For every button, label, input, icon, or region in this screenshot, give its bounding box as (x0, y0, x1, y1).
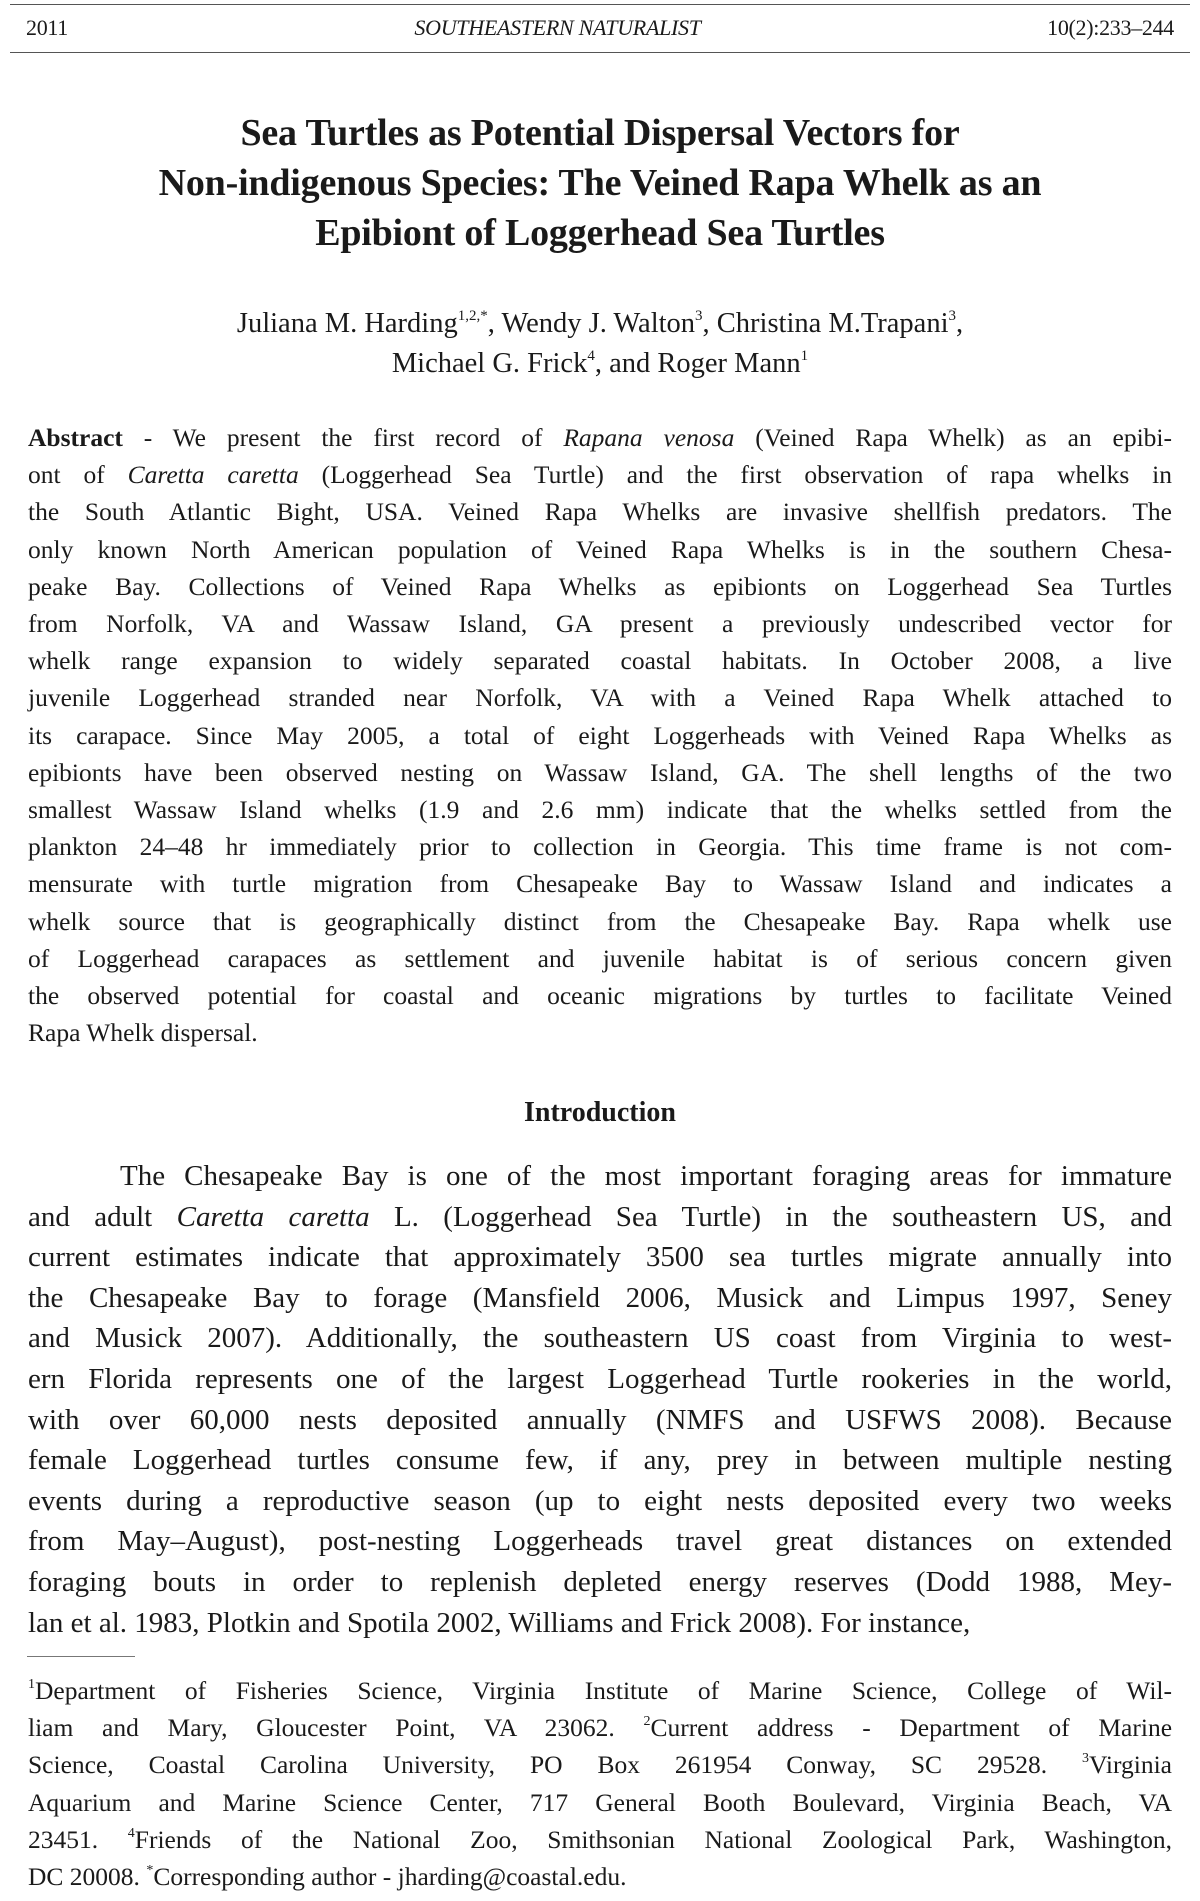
text-segment: Science, Coastal Carolina University, PO Box 261954 Conway, SC 29528. (28, 1750, 1082, 1780)
text-segment: 23451. (28, 1824, 128, 1854)
text-line (28, 679, 1172, 716)
text-segment: only known North American population of Veined Rapa Whelks is in the southern Chesa- (28, 534, 1172, 564)
header-bottom-rule (10, 52, 1190, 53)
text-line (28, 1858, 1172, 1895)
species-name: Rapana venosa (563, 423, 735, 452)
text-segment: The Chesapeake Bay is one of the most important foraging areas for immature (120, 1160, 1172, 1192)
text-segment: L. (Loggerhead Sea Turtle) in the southeastern US, and (369, 1200, 1173, 1233)
text-segment: events during a reproductive season (up to eight nests deposited every two weeks (28, 1484, 1172, 1517)
text-line (28, 940, 1172, 977)
title-line: Epibiont of Loggerhead Sea Turtles (315, 212, 885, 254)
text-segment: Current address - Department of Marine (650, 1713, 1173, 1743)
text-line (28, 456, 1172, 493)
author-line (40, 304, 1160, 344)
journal-year: 2011 (26, 15, 68, 40)
author-separator: , (487, 308, 502, 339)
text-segment: lan et al. 1983, Plotkin and Spotila 2002, Williams and Frick 2008). For instance, (28, 1606, 971, 1639)
author-separator: , (702, 308, 717, 339)
paper-title (40, 108, 1160, 258)
text-line (28, 1014, 1172, 1051)
text-line (28, 493, 1172, 530)
text-segment: current estimates indicate that approximately 3500 sea turtles migrate annually into (28, 1241, 1172, 1274)
text-segment: with over 60,000 nests deposited annually (NMFS and USFWS 2008). Because (28, 1403, 1172, 1436)
footnotes (28, 1672, 1172, 1895)
text-line (28, 1400, 1172, 1441)
text-segment: from Norfolk, VA and Wassaw Island, GA present a previously undescribed vector for (28, 609, 1172, 639)
footnote-rule (27, 1656, 135, 1657)
author-separator: , (956, 308, 964, 339)
text-segment: juvenile Loggerhead stranded near Norfolk, VA with a Veined Rapa Whelk attached to (28, 683, 1172, 713)
text-line (28, 1709, 1172, 1746)
text-line (28, 754, 1172, 791)
author-line (40, 344, 1160, 384)
text-segment: Corresponding author - jharding@coastal.edu. (153, 1862, 627, 1892)
text-segment: and adult (28, 1200, 177, 1233)
text-segment: Friends of the National Zoo, Smithsonian National Zoological Park, Washington, (134, 1824, 1172, 1854)
text-line (28, 1359, 1172, 1400)
text-segment: the Chesapeake Bay to forage (Mansfield 2006, Musick and Limpus 1997, Seney (28, 1281, 1172, 1314)
running-head (26, 10, 1174, 46)
author-separator: , and (594, 348, 658, 379)
text-segment: foraging bouts in order to replenish depleted energy reserves (Dodd 1988, Mey- (28, 1565, 1172, 1598)
text-segment: (Loggerhead Sea Turtle) and the first observation of rapa whelks in (298, 460, 1172, 490)
text-line (28, 1562, 1172, 1603)
author-name: Roger Mann (657, 348, 801, 379)
text-line (28, 828, 1172, 865)
text-line (28, 568, 1172, 605)
text-segment: epibionts have been observed nesting on Wassaw Island, GA. The shell lengths of the two (28, 757, 1172, 787)
text-segment: (Veined Rapa Whelk) as an epibi- (734, 423, 1172, 452)
footnote-marker: 4 (127, 1825, 135, 1841)
text-segment: liam and Mary, Gloucester Point, VA 23062. (28, 1713, 644, 1743)
author-name: Juliana M. Harding (236, 308, 458, 339)
author-affiliation: 4 (587, 348, 595, 364)
text-line (28, 531, 1172, 568)
text-segment: ern Florida represents one of the largest Loggerhead Turtle rookeries in the world, (28, 1362, 1172, 1395)
journal-name: SOUTHEASTERN NATURALIST (414, 15, 701, 40)
text-segment: - We present the first record of (122, 423, 564, 452)
title-line: Sea Turtles as Potential Dispersal Vectors for (240, 112, 960, 154)
author-affiliation: 1,2,* (457, 308, 488, 324)
section-heading-introduction: Introduction (524, 1097, 676, 1128)
text-segment: Department of Fisheries Science, Virginia Institute of Marine Science, College of Wil- (35, 1676, 1172, 1705)
text-line (28, 903, 1172, 940)
text-segment: its carapace. Since May 2005, a total of eight Loggerheads with Veined Rapa Whelks as (28, 720, 1172, 750)
text-line (28, 1603, 1172, 1644)
abstract-label: Abstract (28, 423, 123, 452)
text-segment: from May–August), post-nesting Loggerheads travel great distances on extended (28, 1525, 1172, 1558)
text-line (28, 605, 1172, 642)
text-segment: Aquarium and Marine Science Center, 717 General Booth Boulevard, Virginia Beach, VA (28, 1787, 1172, 1817)
author-name: Christina M.Trapani (716, 308, 949, 339)
text-line (28, 1237, 1172, 1278)
text-segment: the South Atlantic Bight, USA. Veined Rapa Whelks are invasive shellfish predators. The (28, 497, 1172, 527)
text-segment: ont of (28, 460, 128, 490)
text-segment: Rapa Whelk dispersal. (28, 1018, 258, 1048)
text-segment: peake Bay. Collections of Veined Rapa Whelks as epibionts on Loggerhead Sea Turtles (28, 571, 1172, 601)
author-list (40, 304, 1160, 384)
text-line (28, 1521, 1172, 1562)
text-segment: whelk range expansion to widely separated coastal habitats. In October 2008, a live (28, 646, 1172, 676)
introduction-body (28, 1156, 1172, 1643)
author-affiliation: 1 (800, 348, 809, 364)
text-line (28, 791, 1172, 828)
author-affiliation: 3 (948, 308, 956, 324)
text-segment: female Loggerhead turtles consume few, if any, prey in between multiple nesting (28, 1444, 1172, 1477)
text-line (28, 642, 1172, 679)
species-name: Caretta caretta (176, 1200, 370, 1233)
text-line (28, 717, 1172, 754)
text-line (28, 1821, 1172, 1858)
footnote-marker: * (146, 1863, 154, 1879)
text-segment: mensurate with turtle migration from Chesapeake Bay to Wassaw Island and indicates a (28, 869, 1172, 899)
text-line (28, 1784, 1172, 1821)
text-line (28, 1481, 1172, 1522)
text-segment: Virginia (1089, 1750, 1172, 1780)
text-segment: of Loggerhead carapaces as settlement and juvenile habitat is of serious concern given (28, 943, 1172, 973)
text-segment: DC 20008. (28, 1862, 147, 1892)
text-segment: smallest Wassaw Island whelks (1.9 and 2.6 mm) indicate that the whelks settled from the (28, 795, 1172, 825)
footnote-marker: 1 (28, 1677, 35, 1692)
author-name: Wendy J. Walton (501, 308, 696, 339)
text-segment: whelk source that is geographically distinct from the Chesapeake Bay. Rapa whelk use (28, 906, 1172, 936)
text-line (28, 1278, 1172, 1319)
title-line: Non-indigenous Species: The Veined Rapa Whelk as an (158, 162, 1042, 204)
author-name: Michael G. Frick (391, 348, 588, 379)
text-line (28, 1156, 1172, 1197)
abstract (28, 419, 1172, 1051)
text-segment: and Musick 2007). Additionally, the southeastern US coast from Virginia to west- (28, 1322, 1172, 1355)
text-line (28, 977, 1172, 1014)
footnote-marker: 3 (1082, 1751, 1089, 1767)
species-name: Caretta caretta (127, 460, 299, 490)
text-line (28, 1197, 1172, 1238)
text-line (28, 419, 1172, 456)
text-line (28, 1440, 1172, 1481)
footnote-marker: 2 (643, 1714, 651, 1730)
text-line (28, 1746, 1172, 1783)
author-affiliation: 3 (695, 308, 703, 324)
text-line (28, 1672, 1172, 1709)
volume-pages: 10(2):233–244 (1047, 15, 1174, 40)
header-top-rule (10, 4, 1190, 5)
text-segment: the observed potential for coastal and oceanic migrations by turtles to facilitate Veined (28, 981, 1172, 1011)
text-line (28, 1318, 1172, 1359)
text-line (28, 865, 1172, 902)
text-segment: plankton 24–48 hr immediately prior to collection in Georgia. This time frame is not com- (28, 832, 1172, 862)
